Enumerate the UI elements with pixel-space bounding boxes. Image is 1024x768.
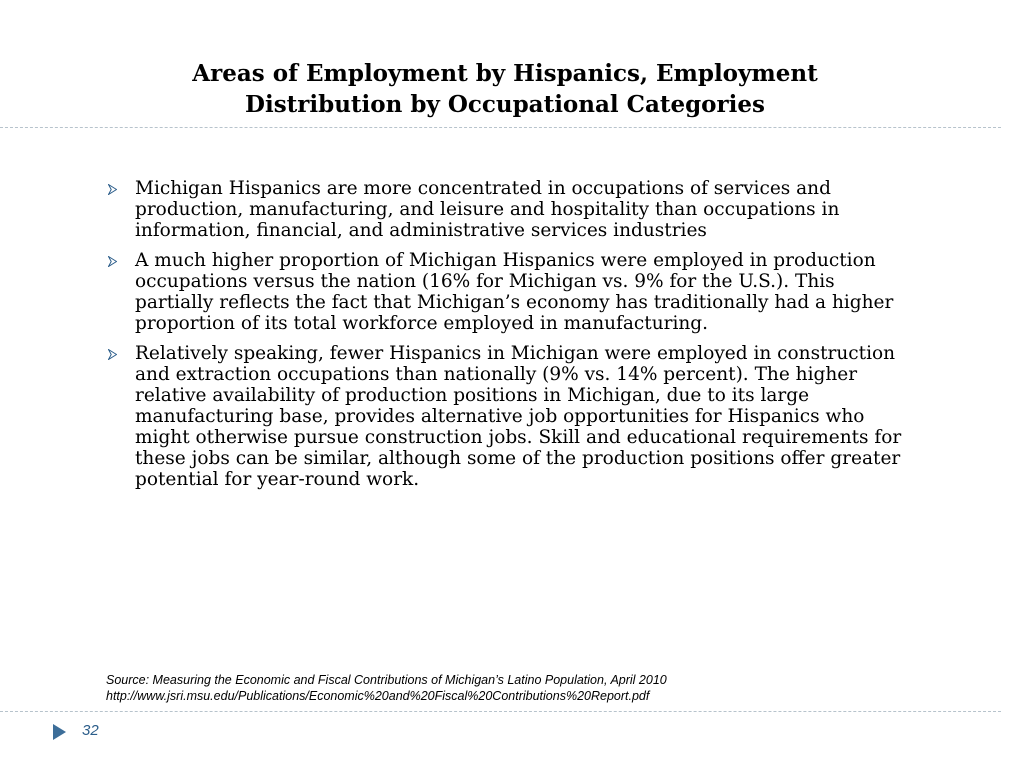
- slide-title: [100, 58, 910, 120]
- arrowhead-bullet-icon: [108, 256, 117, 267]
- footer-divider: [0, 711, 1001, 712]
- bullet-item: [104, 250, 916, 334]
- slide-title-line: Areas of Employment by Hispanics, Employment: [192, 60, 818, 87]
- bullet-text: A much higher proportion of Michigan Hispanics were employed in production occupations versus the nation (16% for Michigan vs. 9% for the U.S.). This partially reflects the fact that Michigan’s economy has traditionally had a higher proportion of its total workforce employed in manufacturing.: [135, 250, 894, 334]
- title-divider: [0, 127, 1001, 128]
- triangle-right-icon: [53, 724, 66, 740]
- bullet-item: [104, 343, 916, 490]
- source-url: http://www.jsri.msu.edu/Publications/Economic%20and%20Fiscal%20Contributions%20Report.pdf: [106, 689, 650, 703]
- page-number: 32: [82, 722, 99, 739]
- arrowhead-bullet-icon: [108, 349, 117, 360]
- bullet-text: Michigan Hispanics are more concentrated in occupations of services and production, manufacturing, and leisure and hospitality than occupations in information, financial, and administrative services industries: [135, 178, 840, 241]
- bullet-item: [104, 178, 916, 241]
- arrowhead-bullet-icon: [108, 184, 117, 195]
- source-citation: [106, 672, 667, 704]
- bullet-list: [104, 178, 916, 499]
- source-line: Source: Measuring the Economic and Fiscal Contributions of Michigan’s Latino Population, April 2010: [106, 673, 667, 687]
- slide-title-line: Distribution by Occupational Categories: [245, 91, 765, 118]
- bullet-text: Relatively speaking, fewer Hispanics in Michigan were employed in construction and extraction occupations than nationally (9% vs. 14% percent). The higher relative availability of production positions in Michigan, due to its large manufacturing base, provides alternative job opportunities for Hispanics who might otherwise pursue construction jobs. Skill and educational requirements for these jobs can be similar, although some of the production positions offer greater potential for year-round work.: [135, 343, 902, 490]
